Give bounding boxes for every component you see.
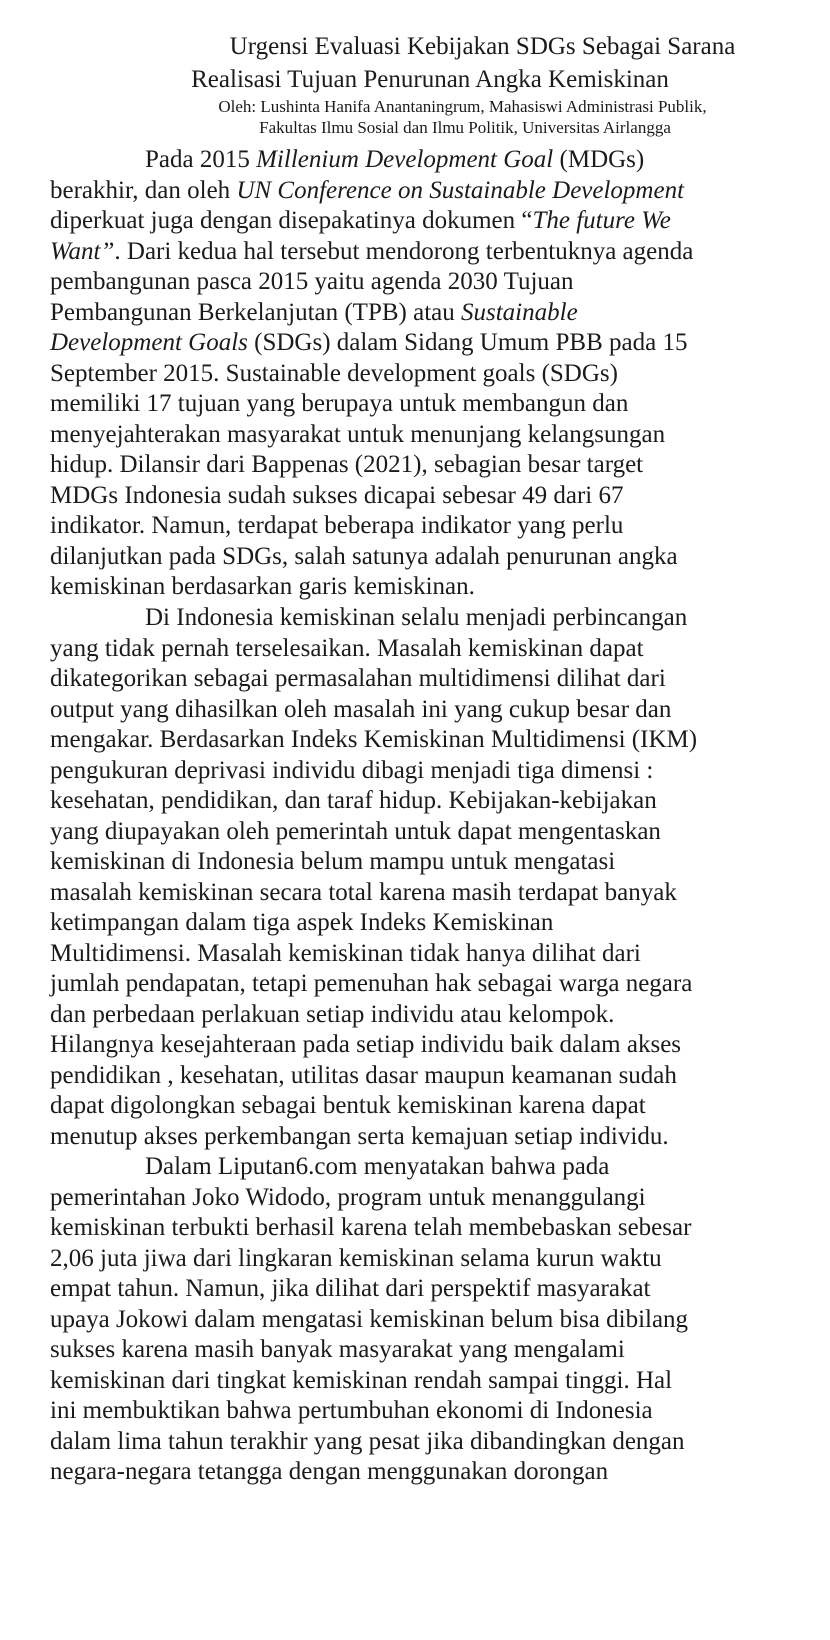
paragraph-line: Hilangnya kesejahteraan pada setiap individu baik dalam akses: [50, 1031, 682, 1058]
paragraph-1: [50, 145, 810, 603]
paragraph-line: menyejahterakan masyarakat untuk menunjang kelangsungan: [50, 420, 666, 448]
paragraph-line: Want”. Dari kedua hal tersebut mendorong terbentuknya agenda: [50, 237, 694, 265]
paragraph-line: pemerintahan Joko Widodo, program untuk menanggulangi: [50, 1183, 646, 1211]
paragraph-line: negara-negara tetangga dengan menggunakan dorongan: [50, 1458, 609, 1485]
paragraph-line: ketimpangan dalam tiga aspek Indeks Kemiskinan: [50, 909, 554, 936]
paragraph-line: dalam lima tahun terakhir yang pesat jika dibandingkan dengan: [50, 1427, 685, 1455]
paragraph-line: Development Goals (SDGs) dalam Sidang Umum PBB pada 15: [50, 329, 688, 356]
paragraph-3: [50, 1152, 810, 1488]
paragraph-line: upaya Jokowi dalam mengatasi kemiskinan belum bisa dibilang: [50, 1305, 689, 1333]
paragraph-line: pembangunan pasca 2015 yaitu agenda 2030 Tujuan: [50, 268, 574, 295]
paragraph-line: dan perbedaan perlakuan setiap individu atau kelompok.: [50, 1000, 615, 1028]
paragraph-line: 2,06 juta jiwa dari lingkaran kemiskinan selama kurun waktu: [50, 1244, 662, 1272]
paragraph-line: dikategorikan sebagai permasalahan multidimensi dilihat dari: [50, 665, 666, 692]
paragraph-line: hidup. Dilansir dari Bappenas (2021), sebagian besar target: [50, 451, 644, 478]
paragraph-line: Pada 2015 Millenium Development Goal (MDGs): [145, 146, 645, 173]
paragraph-line: yang diupayakan oleh pemerintah untuk dapat mengentaskan: [50, 817, 661, 845]
paragraph-line: Di Indonesia kemiskinan selalu menjadi perbincangan: [145, 604, 688, 631]
paragraph-line: kemiskinan terbukti berhasil karena telah membebaskan sebesar: [50, 1214, 692, 1241]
paragraph-line: pendidikan , kesehatan, utilitas dasar maupun keamanan sudah: [50, 1061, 677, 1089]
paragraph-line: sukses karena masih banyak masyarakat yang mengalami: [50, 1336, 625, 1363]
paragraph-line: dapat digolongkan sebagai bentuk kemiskinan karena dapat: [50, 1092, 646, 1119]
paragraph-line: yang tidak pernah terselesaikan. Masalah kemiskinan dapat: [50, 634, 644, 662]
paragraph-line: September 2015. Sustainable development goals (SDGs): [50, 359, 618, 387]
paragraph-line: kemiskinan di Indonesia belum mampu untuk mengatasi: [50, 848, 616, 875]
paragraph-line: mengakar. Berdasarkan Indeks Kemiskinan Multidimensi (IKM): [50, 726, 698, 753]
paragraph-line: berakhir, dan oleh UN Conference on Sustainable Development: [50, 176, 685, 204]
paragraph-line: memiliki 17 tujuan yang berupaya untuk membangun dan: [50, 390, 629, 417]
paragraph-line: kemiskinan berdasarkan garis kemiskinan.: [50, 573, 475, 600]
paragraph-line: Multidimensi. Masalah kemiskinan tidak hanya dilihat dari: [50, 939, 641, 967]
paragraph-line: masalah kemiskinan secara total karena masih terdapat banyak: [50, 878, 677, 906]
document-header: [0, 30, 830, 138]
paragraph-line: menutup akses perkembangan serta kemajuan setiap individu.: [50, 1122, 669, 1150]
paragraph-2: [50, 603, 810, 1152]
paragraph-line: kemiskinan dari tingkat kemiskinan rendah sampai tinggi. Hal: [50, 1366, 673, 1394]
paragraph-line: indikator. Namun, terdapat beberapa indikator yang perlu: [50, 512, 624, 539]
paragraph-line: Dalam Liputan6.com menyatakan bahwa pada: [145, 1153, 610, 1180]
paragraph-line: ini membuktikan bahwa pertumbuhan ekonomi di Indonesia: [50, 1397, 653, 1424]
paragraph-line: dilanjutkan pada SDGs, salah satunya adalah penurunan angka: [50, 542, 678, 570]
paragraph-line: diperkuat juga dengan disepakatinya dokumen “The future We: [50, 207, 671, 234]
paragraph-line: output yang dihasilkan oleh masalah ini yang cukup besar dan: [50, 695, 672, 723]
paragraph-line: Pembangunan Berkelanjutan (TPB) atau Sustainable: [50, 298, 578, 326]
title-line-2: Realisasi Tujuan Penurunan Angka Kemiskinan: [191, 66, 669, 93]
title-line-1: Urgensi Evaluasi Kebijakan SDGs Sebagai Sarana: [229, 33, 736, 60]
paragraph-line: MDGs Indonesia sudah sukses dicapai sebesar 49 dari 67: [50, 481, 624, 509]
paragraph-line: empat tahun. Namun, jika dilihat dari perspektif masyarakat: [50, 1275, 651, 1302]
author-line-2: Fakultas Ilmu Sosial dan Ilmu Politik, Universitas Airlangga: [259, 118, 671, 137]
paragraph-line: jumlah pendapatan, tetapi pemenuhan hak sebagai warga negara: [50, 970, 693, 997]
paragraph-line: kesehatan, pendidikan, dan taraf hidup. Kebijakan-kebijakan: [50, 787, 657, 814]
author-line-1: Oleh: Lushinta Hanifa Anantaningrum, Mahasiswi Administrasi Publik,: [218, 97, 707, 116]
paragraph-line: pengukuran deprivasi individu dibagi menjadi tiga dimensi :: [50, 756, 654, 784]
